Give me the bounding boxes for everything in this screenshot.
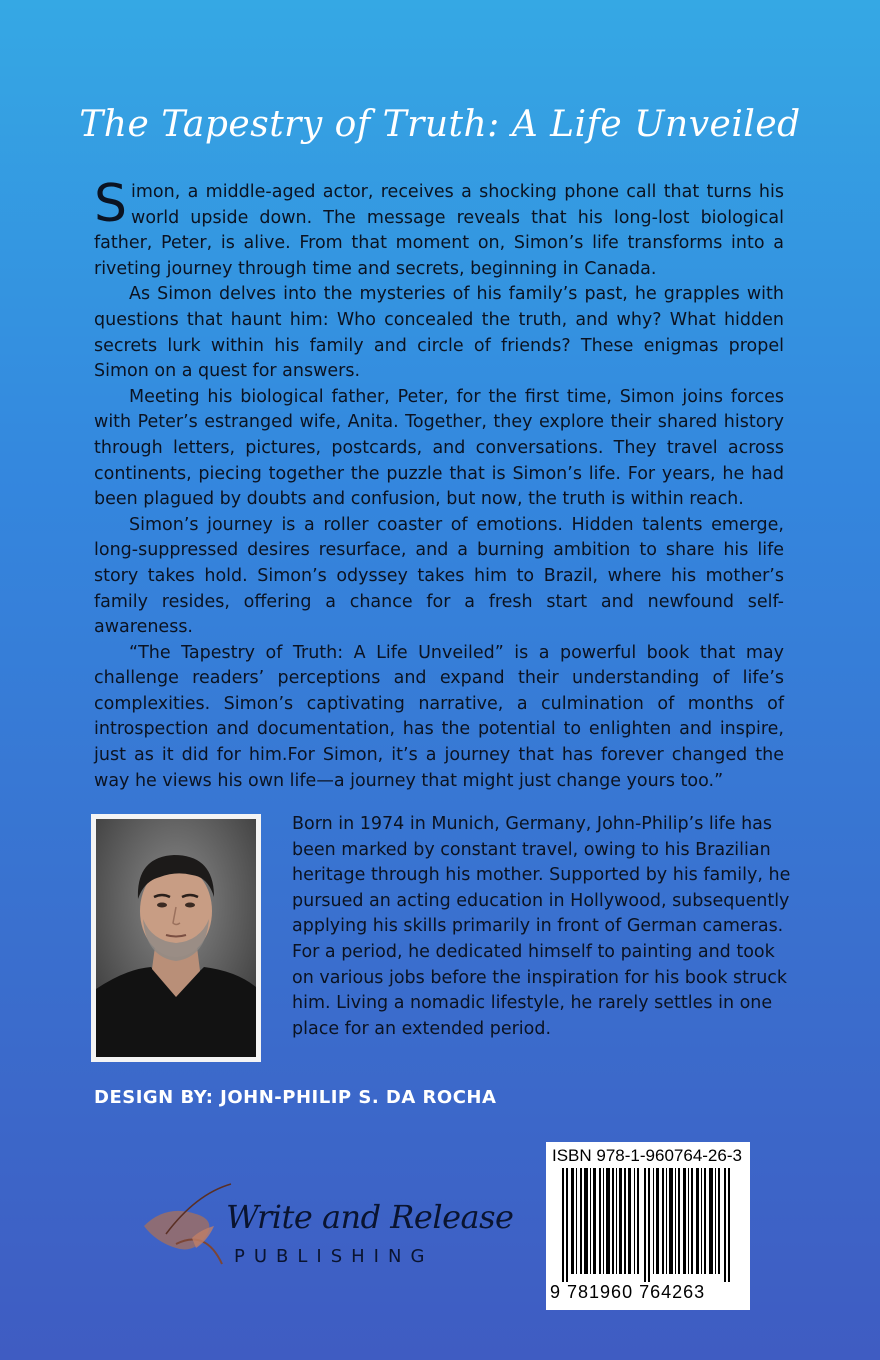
blurb-paragraph-2: As Simon delves into the mysteries of his family’s past, he grapples with questions that haunt him: Who concealed the truth, and why? What hidden secrets lurk within his family and circle of friends? These enigmas propel Simon on a quest for answers. [94, 284, 784, 382]
author-bio: Born in 1974 in Munich, Germany, John-Philip’s life has been marked by constant travel, owing to his Brazilian heritage through his mother. Supported by his family, he pursued an acting education in Hollywood, subsequently applying his skills primarily in front of German cameras. For a period, he dedicated himself to painting and took on various jobs before the inspiration for his book struck him. Living a nomadic lifestyle, he rarely settles in one place for an extended period. [292, 814, 791, 1039]
ean-digits: 9 781960 764263 [550, 1282, 706, 1302]
design-credit: DESIGN BY: JOHN-PHILIP S. DA ROCHA [94, 1087, 497, 1108]
back-cover-blurb [94, 174, 784, 794]
isbn-label: ISBN 978-1-960764-26-3 [552, 1146, 742, 1165]
blurb-paragraph-5: “The Tapestry of Truth: A Life Unveiled” is a powerful book that may challenge readers’ perceptions and expand their understanding of life’s complexities. Simon’s captivating narrative, a culmination of months of introspection and documentation, has the potential to enlighten and inspire, just as it did for him.For Simon, it’s a journey that has forever changed the way he views his own life—a journey that might just change yours too.” [94, 642, 784, 791]
blurb-paragraph-3: Meeting his biological father, Peter, for the first time, Simon joins forces with Peter’s estranged wife, Anita. Together, they explore their shared history through letters, pictures, postcards, and conversations. They travel across continents, piecing together the puzzle that is Simon’s life. For years, he had been plagued by doubts and confusion, but now, the truth is within reach. [94, 386, 784, 510]
drop-cap: S [94, 174, 128, 234]
publisher-subtitle: PUBLISHING [234, 1246, 434, 1267]
blurb-paragraph-4: Simon’s journey is a roller coaster of emotions. Hidden talents emerge, long-suppressed desires resurface, and a burning ambition to share his life story takes hold. Simon’s odyssey takes him to Brazil, where his mother’s family resides, offering a chance for a fresh start and newfound self-awareness. [94, 514, 784, 638]
book-title: The Tapestry of Truth: A Life Unveiled [79, 104, 801, 145]
publisher-name: Write and Release [226, 1198, 514, 1236]
isbn-barcode [546, 1142, 750, 1310]
author-photo [91, 814, 261, 1062]
barcode-bars-icon [556, 1168, 740, 1282]
author-portrait-image [96, 819, 256, 1057]
blurb-paragraph-1: Simon, a middle-aged actor, receives a shocking phone call that turns his world upside down. The message reveals that his long-lost biological father, Peter, is alive. From that moment on, Simon’s life transforms into a riveting journey through time and secrets, beginning in Canada. [94, 174, 784, 279]
